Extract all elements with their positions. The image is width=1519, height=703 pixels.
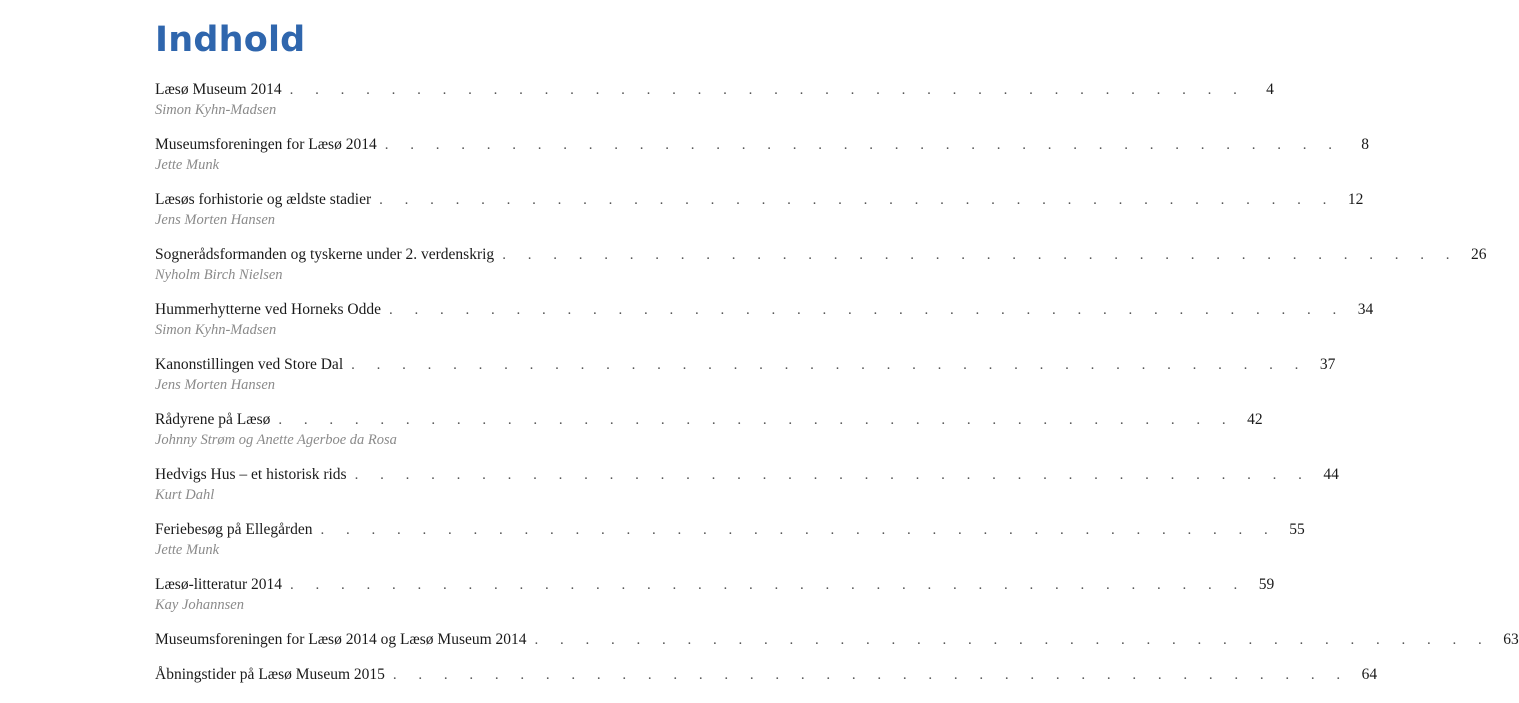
toc-entry-title: Sognerådsformanden og tyskerne under 2. verdenskrig (155, 246, 495, 263)
dot-leader: . . . . . . . . . . . . . . . . . . . . . . . . . . . . . . . . . . . . . . (354, 467, 1311, 483)
toc-entry[interactable] (155, 411, 1263, 466)
toc-entry-author: Jens Morten Hansen (155, 212, 276, 228)
toc-entry-author: Kurt Dahl (155, 487, 215, 503)
toc-entry-title: Læsø Museum 2014 (155, 81, 282, 98)
table-of-contents (155, 81, 1519, 701)
toc-entry-author: Simon Kyhn-Madsen (155, 102, 277, 118)
dot-leader: . . . . . . . . . . . . . . . . . . . . . . . . . . . . . . . . . . . . . . (392, 667, 1350, 683)
toc-page-number: 8 (1361, 136, 1369, 153)
toc-page-number: 42 (1247, 411, 1263, 428)
toc-page-number: 63 (1503, 631, 1519, 648)
toc-page-number: 64 (1361, 666, 1378, 683)
page-title: Indhold (155, 20, 306, 60)
dot-leader: . . . . . . . . . . . . . . . . . . . . . . . . . . . . . . . . . . . . . . (290, 577, 1247, 593)
toc-entry-author: Simon Kyhn-Madsen (155, 322, 277, 338)
toc-entry-title: Feriebesøg på Ellegården (155, 521, 313, 538)
toc-entry-author: Kay Johannsen (155, 597, 244, 613)
toc-entry[interactable] (155, 466, 1339, 521)
toc-page-number: 59 (1258, 576, 1275, 593)
dot-leader: . . . . . . . . . . . . . . . . . . . . . . . . . . . . . . . . . . . . . . (379, 192, 1336, 208)
dot-leader: . . . . . . . . . . . . . . . . . . . . . . . . . . . . . . . . . . . . . . (388, 302, 1346, 318)
toc-entry[interactable] (155, 356, 1336, 411)
dot-leader: . . . . . . . . . . . . . . . . . . . . . . . . . . . . . . . . . . . . . . (289, 82, 1246, 98)
toc-entry-title: Hedvigs Hus – et historisk rids (155, 466, 347, 483)
toc-entry-title: Museumsforeningen for Læsø 2014 (155, 136, 377, 153)
toc-entry[interactable] (155, 576, 1275, 631)
dot-leader: . . . . . . . . . . . . . . . . . . . . . . . . . . . . . . . . . . . . . . (320, 522, 1277, 538)
toc-entry-title: Rådyrene på Læsø (155, 411, 271, 428)
toc-page-number: 55 (1289, 521, 1305, 538)
dot-leader: . . . . . . . . . . . . . . . . . . . . . . . . . . . . . . . . . . . . . . (351, 357, 1308, 373)
toc-page-number: 26 (1470, 246, 1487, 263)
toc-entry-author: Jette Munk (155, 542, 220, 558)
toc-entry-author: Nyholm Birch Nielsen (155, 267, 283, 283)
toc-page-number: 12 (1347, 191, 1364, 208)
toc-entry[interactable] (155, 81, 1274, 136)
toc-entry[interactable] (155, 666, 1378, 701)
dot-leader: . . . . . . . . . . . . . . . . . . . . . . . . . . . . . . . . . . . . . . (278, 412, 1235, 428)
toc-entry-title: Hummerhytterne ved Horneks Odde (155, 301, 381, 318)
toc-entry-author: Jette Munk (155, 157, 220, 173)
dot-leader: . . . . . . . . . . . . . . . . . . . . . . . . . . . . . . . . . . . . . . (384, 137, 1341, 153)
toc-entry-title: Kanonstillingen ved Store Dal (155, 356, 344, 373)
toc-entry[interactable] (155, 301, 1374, 356)
dot-leader: . . . . . . . . . . . . . . . . . . . . . . . . . . . . . . . . . . . . . . (534, 632, 1491, 648)
toc-entry[interactable] (155, 246, 1487, 301)
toc-entry-author: Jens Morten Hansen (155, 377, 276, 393)
toc-entry-title: Læsø-litteratur 2014 (155, 576, 282, 593)
toc-entry-title: Læsøs forhistorie og ældste stadier (155, 191, 372, 208)
toc-entry[interactable] (155, 631, 1519, 666)
toc-entry[interactable] (155, 136, 1369, 191)
toc-entry-title: Museumsforeningen for Læsø 2014 og Læsø Museum 2014 (155, 631, 527, 648)
dot-leader: . . . . . . . . . . . . . . . . . . . . . . . . . . . . . . . . . . . . . . (502, 247, 1459, 263)
toc-page-number: 37 (1319, 356, 1336, 373)
toc-entry-author: Johnny Strøm og Anette Agerboe da Rosa (155, 432, 397, 448)
toc-entry[interactable] (155, 191, 1364, 246)
toc-entry[interactable] (155, 521, 1305, 576)
toc-page-number: 34 (1357, 301, 1374, 318)
toc-page-number: 4 (1266, 81, 1274, 98)
toc-entry-title: Åbningstider på Læsø Museum 2015 (155, 666, 385, 683)
toc-page-number: 44 (1323, 466, 1339, 483)
